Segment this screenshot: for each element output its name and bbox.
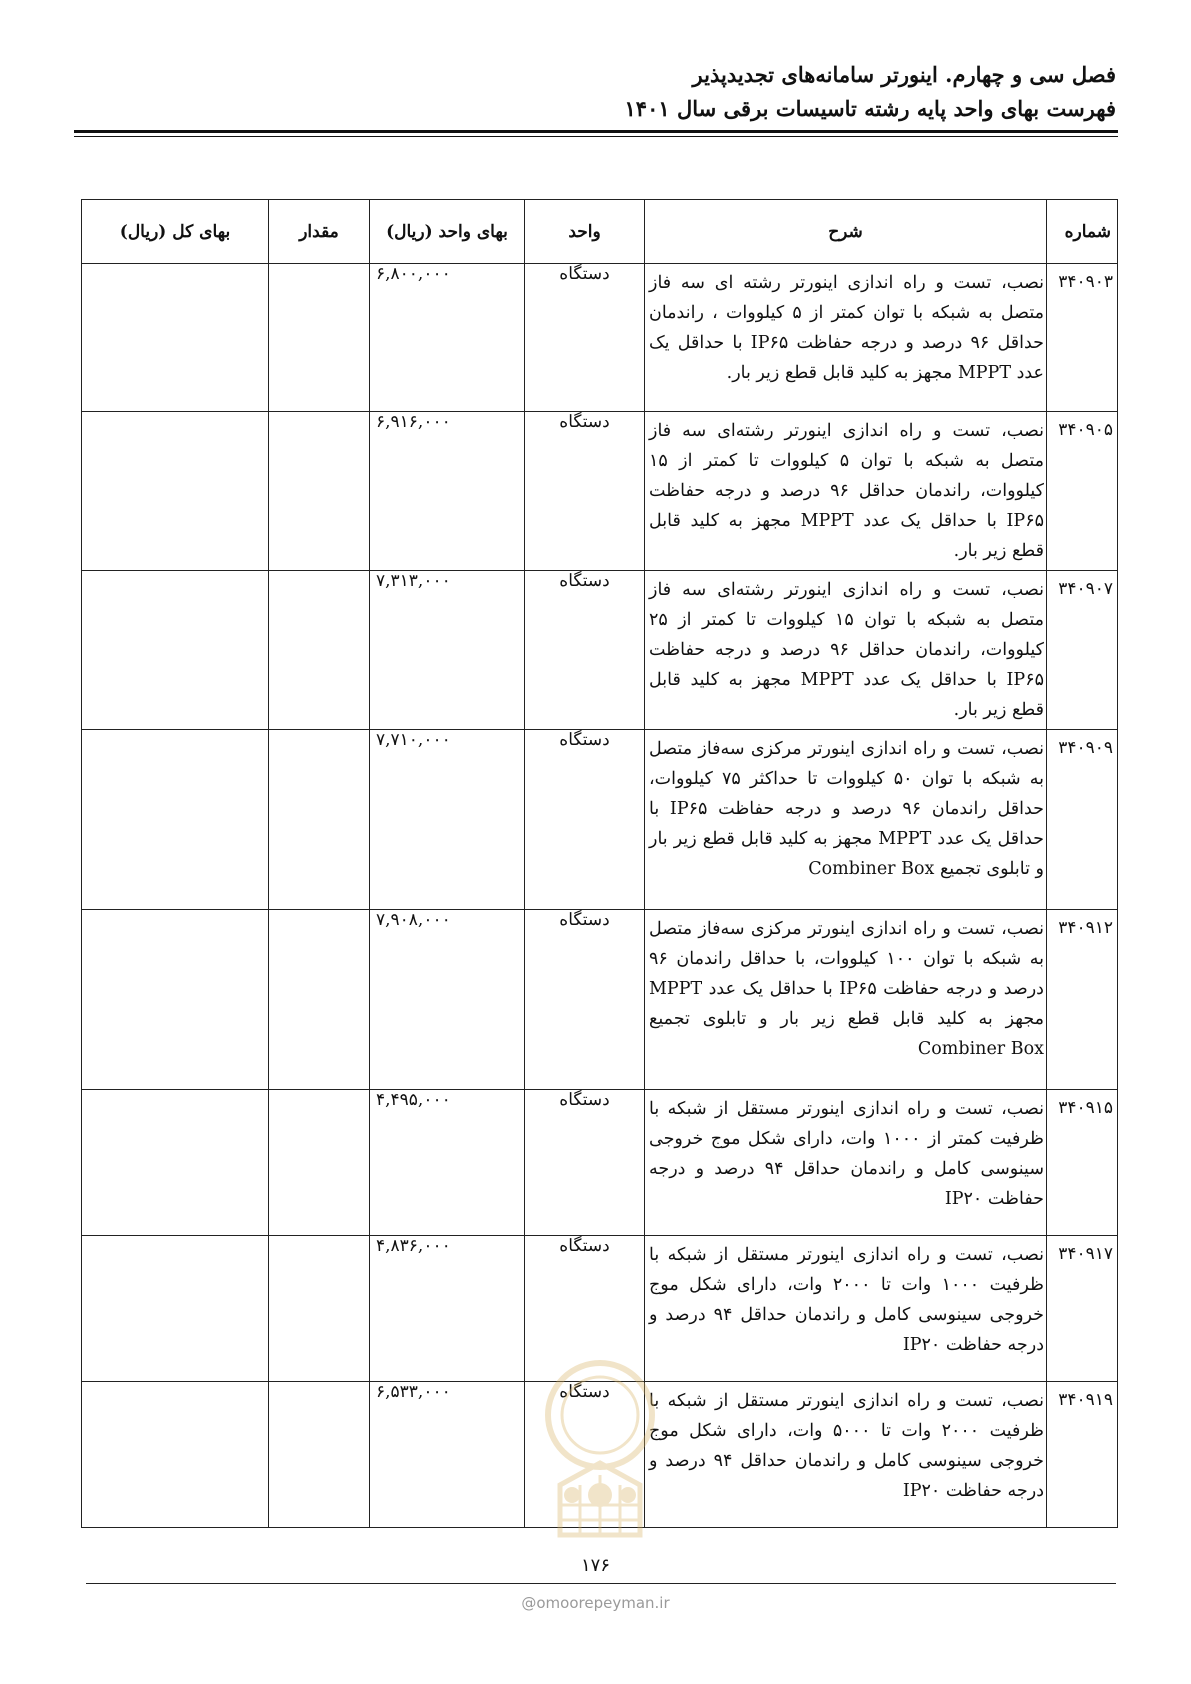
column-header-unit-price: بهای واحد (ریال) xyxy=(370,200,525,264)
item-unit: دستگاه xyxy=(525,1236,645,1382)
column-header-code: شماره xyxy=(1047,200,1118,264)
item-code: ۳۴۰۹۱۹ xyxy=(1047,1382,1118,1528)
item-description: نصب، تست و راه اندازی اینورتر رشته‌ای سه فاز متصل به شبکه با توان ۱۵ کیلووات تا کمتر از ۲۵ کیلووات، راندمان حداقل ۹۶ درصد و درجه حفاظت IP۶۵ با حداقل یک عدد MPPT مجهز به کلید قابل قطع زیر بار. xyxy=(645,571,1047,730)
item-code: ۳۴۰۹۰۷ xyxy=(1047,571,1118,730)
item-code: ۳۴۰۹۱۷ xyxy=(1047,1236,1118,1382)
item-total-price xyxy=(82,412,269,571)
item-quantity xyxy=(269,571,370,730)
item-unit: دستگاه xyxy=(525,264,645,412)
item-unit: دستگاه xyxy=(525,1090,645,1236)
table-row xyxy=(82,1090,1118,1236)
item-quantity xyxy=(269,1236,370,1382)
page-header xyxy=(76,58,1116,126)
item-total-price xyxy=(82,571,269,730)
item-quantity xyxy=(269,264,370,412)
price-list-table xyxy=(81,199,1118,1528)
table-row xyxy=(82,412,1118,571)
item-code: ۳۴۰۹۰۹ xyxy=(1047,730,1118,910)
item-unit: دستگاه xyxy=(525,571,645,730)
website-watermark: @omoorepeyman.ir xyxy=(521,1594,670,1612)
item-description: نصب، تست و راه اندازی اینورتر مستقل از شبکه با ظرفیت کمتر از ۱۰۰۰ وات، دارای شکل موج خروجی سینوسی کامل و راندمان حداقل ۹۴ درصد و درجه حفاظت IP۲۰ xyxy=(645,1090,1047,1236)
item-unit: دستگاه xyxy=(525,730,645,910)
column-header-quantity: مقدار xyxy=(269,200,370,264)
item-unit-price: ۶,۸۰۰,۰۰۰ xyxy=(370,264,525,412)
book-title: فهرست بهای واحد پایه رشته تاسیسات برقی سال ۱۴۰۱ xyxy=(624,96,1116,121)
table-row xyxy=(82,264,1118,412)
page-number: ۱۷۶ xyxy=(580,1555,610,1576)
table-row xyxy=(82,730,1118,910)
item-total-price xyxy=(82,910,269,1090)
item-unit-price: ۶,۵۳۳,۰۰۰ xyxy=(370,1382,525,1528)
table-row xyxy=(82,571,1118,730)
column-header-total-price: بهای کل (ریال) xyxy=(82,200,269,264)
header-rule-thin xyxy=(74,136,1118,137)
footer-rule xyxy=(86,1583,1116,1584)
item-description: نصب، تست و راه اندازی اینورتر رشته‌ای سه فاز متصل به شبکه با توان ۵ کیلووات تا کمتر از ۱۵ کیلووات، راندمان حداقل ۹۶ درصد و درجه حفاظت IP۶۵ با حداقل یک عدد MPPT مجهز به کلید قابل قطع زیر بار. xyxy=(645,412,1047,571)
item-quantity xyxy=(269,730,370,910)
item-unit: دستگاه xyxy=(525,910,645,1090)
column-header-unit: واحد xyxy=(525,200,645,264)
item-quantity xyxy=(269,412,370,571)
item-total-price xyxy=(82,730,269,910)
column-header-description: شرح xyxy=(645,200,1047,264)
item-code: ۳۴۰۹۱۵ xyxy=(1047,1090,1118,1236)
item-code: ۳۴۰۹۰۵ xyxy=(1047,412,1118,571)
chapter-title: فصل سی و چهارم. اینورتر سامانه‌های تجدیدپذیر xyxy=(692,62,1116,87)
item-description: نصب، تست و راه اندازی اینورتر مستقل از شبکه با ظرفیت ۱۰۰۰ وات تا ۲۰۰۰ وات، دارای شکل موج خروجی سینوسی کامل و راندمان حداقل ۹۴ درصد و درجه حفاظت IP۲۰ xyxy=(645,1236,1047,1382)
item-unit-price: ۴,۴۹۵,۰۰۰ xyxy=(370,1090,525,1236)
item-code: ۳۴۰۹۱۲ xyxy=(1047,910,1118,1090)
item-description: نصب، تست و راه اندازی اینورتر مرکزی سه‌فاز متصل به شبکه با توان ۱۰۰ کیلووات، با حداقل راندمان ۹۶ درصد و درجه حفاظت IP۶۵ با حداقل یک عدد MPPT مجهز به کلید قابل قطع زیر بار و تابلوی تجمیع Combiner Box xyxy=(645,910,1047,1090)
header-rule-thick xyxy=(74,130,1118,133)
item-quantity xyxy=(269,1382,370,1528)
item-description: نصب، تست و راه اندازی اینورتر مستقل از شبکه با ظرفیت ۲۰۰۰ وات تا ۵۰۰۰ وات، دارای شکل موج خروجی سینوسی کامل و راندمان حداقل ۹۴ درصد و درجه حفاظت IP۲۰ xyxy=(645,1382,1047,1528)
item-description: نصب، تست و راه اندازی اینورتر رشته ای سه فاز متصل به شبکه با توان کمتر از ۵ کیلووات ، راندمان حداقل ۹۶ درصد و درجه حفاظت IP۶۵ با حداقل یک عدد MPPT مجهز به کلید قابل قطع زیر بار. xyxy=(645,264,1047,412)
item-unit: دستگاه xyxy=(525,1382,645,1528)
item-unit-price: ۷,۳۱۳,۰۰۰ xyxy=(370,571,525,730)
omoorepeyman-seal-icon xyxy=(510,1345,690,1545)
item-total-price xyxy=(82,264,269,412)
item-unit-price: ۴,۸۳۶,۰۰۰ xyxy=(370,1236,525,1382)
item-quantity xyxy=(269,910,370,1090)
item-total-price xyxy=(82,1090,269,1236)
item-total-price xyxy=(82,1236,269,1382)
item-description: نصب، تست و راه اندازی اینورتر مرکزی سه‌فاز متصل به شبکه با توان ۵۰ کیلووات تا حداکثر ۷۵ کیلووات، حداقل راندمان ۹۶ درصد و درجه حفاظت IP۶۵ با حداقل یک عدد MPPT مجهز به کلید قابل قطع زیر بار و تابلوی تجمیع Combiner Box xyxy=(645,730,1047,910)
item-code: ۳۴۰۹۰۳ xyxy=(1047,264,1118,412)
item-total-price xyxy=(82,1382,269,1528)
item-unit: دستگاه xyxy=(525,412,645,571)
table-header-row xyxy=(82,200,1118,264)
item-quantity xyxy=(269,1090,370,1236)
item-unit-price: ۷,۹۰۸,۰۰۰ xyxy=(370,910,525,1090)
item-unit-price: ۶,۹۱۶,۰۰۰ xyxy=(370,412,525,571)
item-unit-price: ۷,۷۱۰,۰۰۰ xyxy=(370,730,525,910)
table-row xyxy=(82,910,1118,1090)
